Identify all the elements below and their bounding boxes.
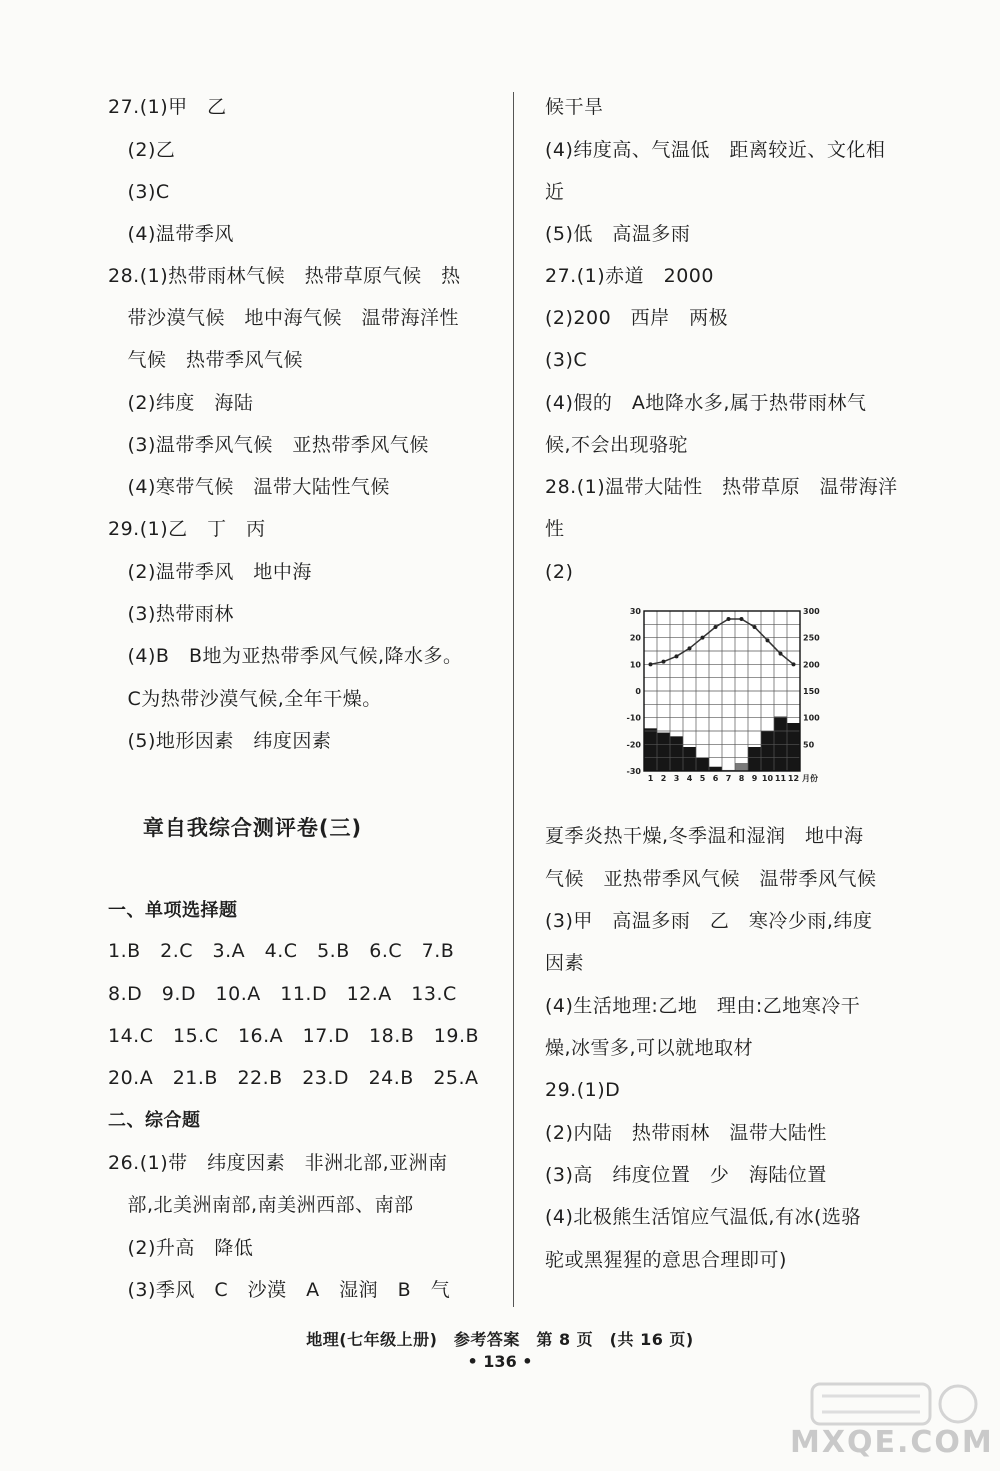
precipitation-bar [787,723,800,771]
answer-line: (3)C [108,181,170,203]
answer-line: (3)热带雨林 [108,603,234,625]
answer-key-row: 8.D 9.D 10.A 11.D 12.A 13.C [108,983,457,1005]
answer-line: 气候 热带季风气候 [108,349,304,371]
temperature-point [662,660,666,664]
temperature-point [753,625,757,629]
month-tick-label: 7 [725,774,732,783]
temperature-tick-label: -10 [626,713,641,723]
answer-line: (2)乙 [108,139,176,161]
answer-line: (3)温带季风气候 亚热带季风气候 [108,434,429,456]
precipitation-bar [696,758,709,771]
answer-line: 近 [545,181,565,203]
precipitation-bar [683,747,696,771]
column-divider [513,92,514,1307]
answer-line: (4)温带季风 [108,223,234,245]
precipitation-bar [735,763,748,771]
answer-line: (4)B B地为亚热带季风气候,降水多。 [108,645,463,667]
answer-key-row: 20.A 21.B 22.B 23.D 24.B 25.A [108,1067,479,1089]
precipitation-tick-label: 50 [803,740,815,750]
answer-line: 带沙漠气候 地中海气候 温带海洋性 [108,307,460,329]
precipitation-tick-label: 100 [803,713,820,723]
answer-line: (3)高 纬度位置 少 海陆位置 [545,1164,827,1186]
answer-line: 候,不会出现骆驼 [545,434,689,456]
answer-line: (4)纬度高、气温低 距离较近、文化相 [545,139,886,161]
answer-line: 28.(1)热带雨林气候 热带草原气候 热 [108,265,461,287]
temperature-tick-label: 30 [629,607,641,616]
temperature-tick-label: -30 [626,767,641,776]
month-tick-label: 12 [787,774,800,783]
month-tick-label: 3 [673,774,680,783]
month-tick-label: 4 [686,774,693,783]
answer-line: 部,北美洲南部,南美洲西部、南部 [108,1194,414,1216]
answer-line: (3)甲 高温多雨 乙 寒冷少雨,纬度 [545,910,873,932]
answer-line: C为热带沙漠气候,全年干燥。 [108,688,382,710]
precipitation-bar [748,747,761,771]
answer-line: 28.(1)温带大陆性 热带草原 温带海洋 [545,476,898,498]
precipitation-tick-label: 250 [803,633,820,643]
precipitation-tick-label: 200 [803,660,820,670]
precipitation-bar [644,728,657,771]
climate-chart [620,603,830,792]
precipitation-bar [761,731,774,771]
precipitation-tick-label: 150 [803,687,820,696]
temperature-point [701,636,705,640]
answer-line: 夏季炎热干燥,冬季温和湿润 地中海 [545,825,864,847]
answer-key-row: 1.B 2.C 3.A 4.C 5.B 6.C 7.B [108,940,455,962]
answer-line: (4)假的 A地降水多,属于热带雨林气 [545,392,867,414]
precipitation-bar [774,717,787,771]
section-title: 一、单项选择题 [108,900,238,921]
answer-line: (2)200 西岸 两极 [545,307,729,329]
answer-line: (4)生活地理:乙地 理由:乙地寒冷干 [545,995,861,1017]
answer-line: (3)C [545,349,588,371]
temperature-point [649,662,653,666]
answer-line: (2)内陆 热带雨林 温带大陆性 [545,1122,827,1144]
month-tick-label: 11 [774,774,787,783]
answer-line: 燥,冰雪多,可以就地取材 [545,1037,754,1059]
x-axis-label: 月份 [802,774,818,783]
answer-line: 性 [545,518,565,540]
section-title: 二、综合题 [108,1110,201,1131]
answer-line: 候干旱 [545,96,604,118]
month-tick-label: 8 [738,774,745,783]
answer-key-row: 14.C 15.C 16.A 17.D 18.B 19.B [108,1025,480,1047]
temperature-point [727,617,731,621]
temperature-point [675,654,679,658]
page-footer: 地理(七年级上册) 参考答案 第 8 页 (共 16 页) [306,1330,694,1349]
month-tick-label: 9 [751,774,758,783]
temperature-point [688,646,692,650]
month-tick-label: 2 [660,774,667,783]
month-tick-label: 10 [761,774,774,783]
temperature-tick-label: 20 [629,633,641,643]
temperature-point [766,638,770,642]
page-number: • 136 • [467,1352,533,1371]
answer-line: 气候 亚热带季风气候 温带季风气候 [545,868,877,890]
chapter-title: 章自我综合测评卷(三) [142,816,363,840]
answer-line: (5)低 高温多雨 [545,223,691,245]
temperature-point [792,662,796,666]
month-tick-label: 5 [699,774,706,783]
temperature-tick-label: 10 [629,660,641,670]
answer-line: (2)温带季风 地中海 [108,561,312,583]
precipitation-tick-label: 300 [803,607,820,616]
answer-line: (2)纬度 海陆 [108,392,254,414]
answer-line: 驼或黑猩猩的意思合理即可) [545,1249,787,1271]
answer-line: 27.(1)甲 乙 [108,96,227,118]
temperature-tick-label: -20 [626,740,641,750]
climate-chart-svg [620,603,830,788]
temperature-point [779,652,783,656]
precipitation-bar [670,736,683,771]
answer-line: 29.(1)乙 丁 丙 [108,518,266,540]
watermark-site: MXQE.COM [790,1425,994,1460]
answer-line: (4)寒带气候 温带大陆性气候 [108,476,390,498]
answer-line: (5)地形因素 纬度因素 [108,730,332,752]
temperature-point [714,625,718,629]
answer-line: (2) [545,561,574,583]
answer-line: 26.(1)带 纬度因素 非洲北部,亚洲南 [108,1152,448,1174]
month-tick-label: 6 [712,774,719,783]
month-tick-label: 1 [647,774,654,783]
temperature-point [740,617,744,621]
precipitation-bar [657,733,670,771]
answer-line: (3)季风 C 沙漠 A 湿润 B 气 [108,1279,451,1301]
temperature-tick-label: 0 [635,687,641,696]
answer-line: (2)升高 降低 [108,1237,254,1259]
answer-line: 27.(1)赤道 2000 [545,265,714,287]
answer-line: 29.(1)D [545,1079,621,1101]
answer-line: 因素 [545,952,585,974]
answer-line: (4)北极熊生活馆应气温低,有冰(选骆 [545,1206,861,1228]
